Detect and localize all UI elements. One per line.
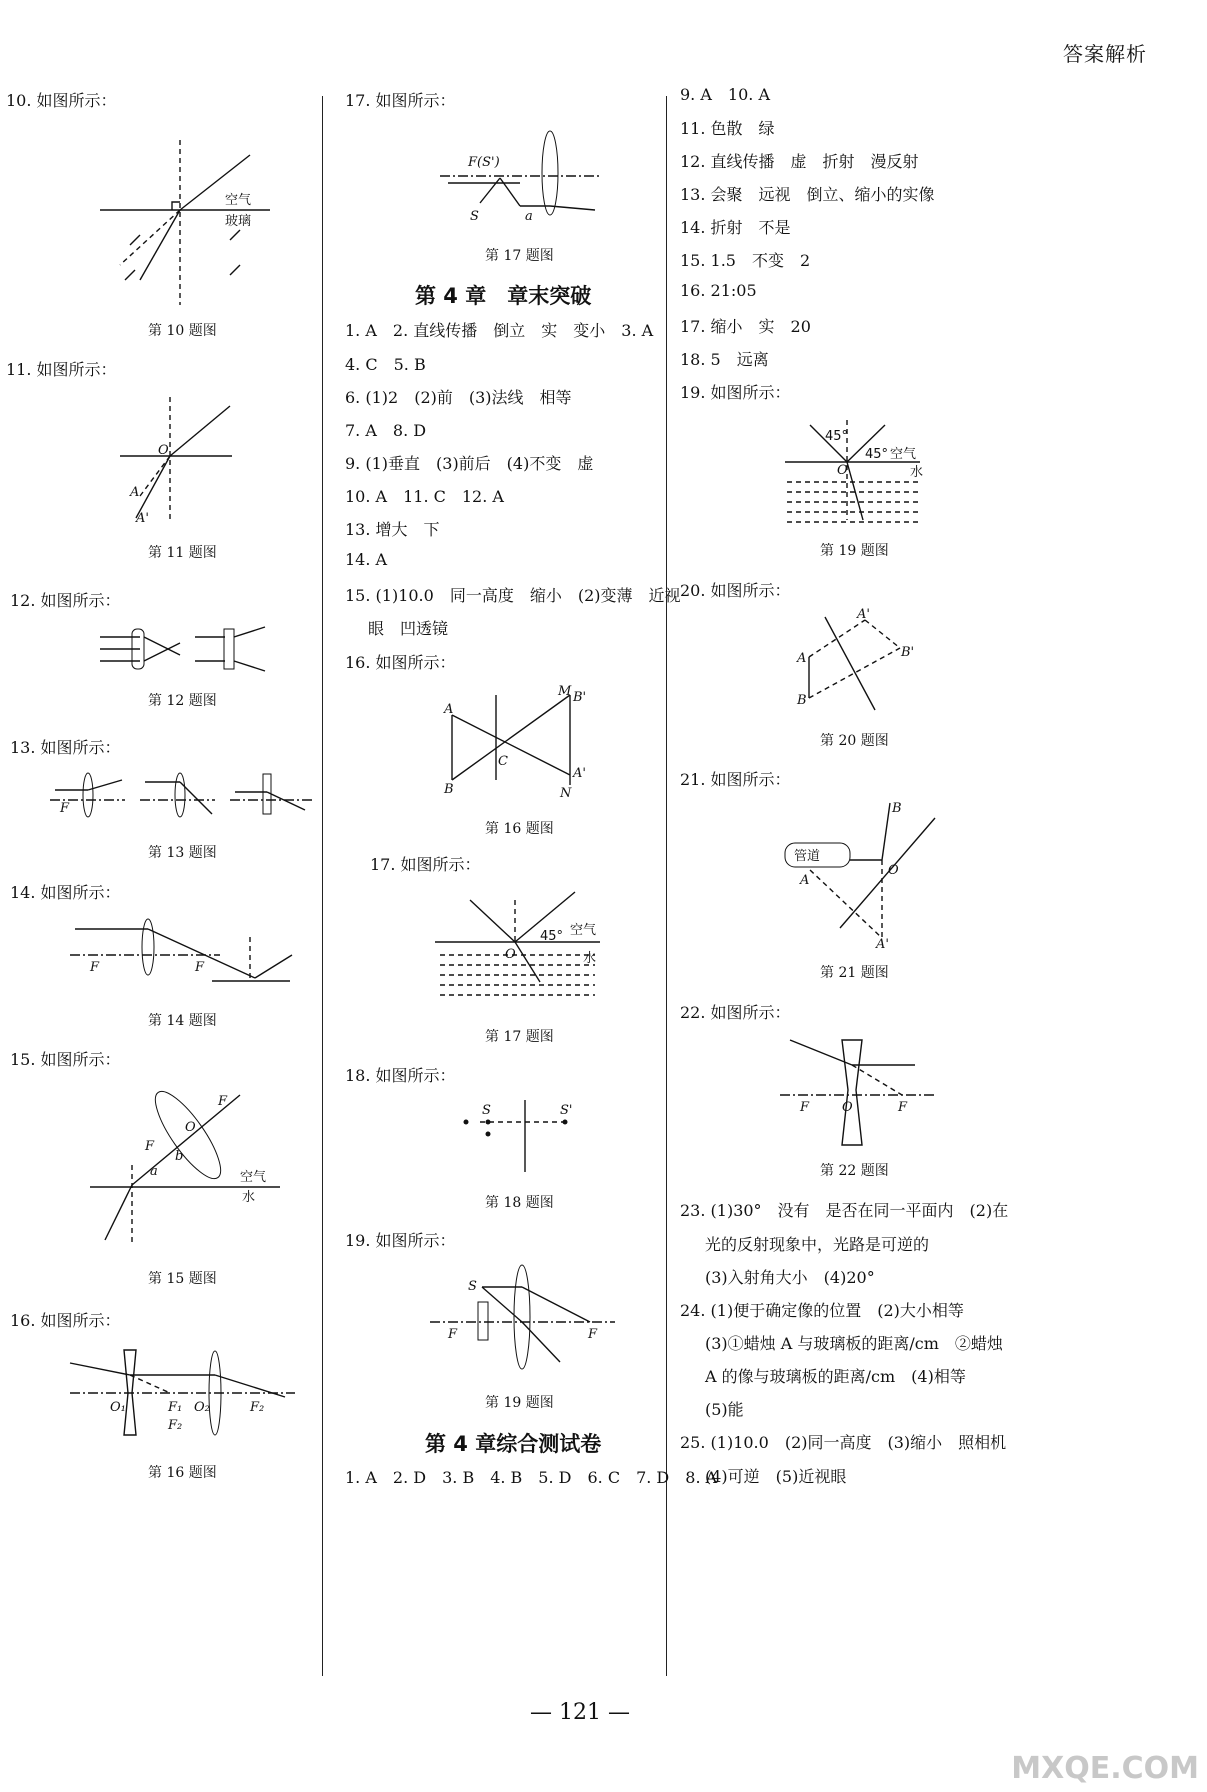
answer-line: 24. (1)便于确定像的位置 (2)大小相等 bbox=[680, 1301, 964, 1320]
section-title-1: 第 4 章 章末突破 bbox=[415, 284, 592, 308]
question-18: 18. 如图所示： bbox=[345, 1066, 456, 1085]
answer-line: (4)可逆 (5)近视眼 bbox=[705, 1467, 847, 1486]
figure-10 bbox=[100, 130, 280, 310]
label-B-prime: B' bbox=[901, 645, 915, 660]
caption-18: 第 18 题图 bbox=[485, 1195, 554, 1211]
answer-line: 14. A bbox=[345, 550, 388, 569]
caption-11: 第 11 题图 bbox=[148, 545, 217, 561]
label-tube: 管道 bbox=[794, 849, 821, 864]
answer-line: 11. 色散 绿 bbox=[680, 119, 775, 138]
question-10: 10. 如图所示： bbox=[6, 91, 117, 110]
label-45: 45° bbox=[865, 447, 889, 462]
figure-11 bbox=[120, 392, 260, 532]
answer-line: 光的反射现象中，光路是可逆的 bbox=[705, 1235, 930, 1254]
label-F: F bbox=[60, 801, 70, 816]
label-N: N bbox=[560, 786, 572, 801]
question-17a: 17. 如图所示： bbox=[345, 91, 456, 110]
figure-20 bbox=[795, 607, 925, 722]
label-O1: O₁ bbox=[110, 1400, 126, 1415]
caption-16: 第 16 题图 bbox=[148, 1465, 217, 1481]
label-O: O bbox=[185, 1120, 196, 1135]
answer-line: 6. (1)2 (2)前 (3)法线 相等 bbox=[345, 388, 572, 407]
label-B: B bbox=[892, 801, 902, 816]
question-20: 20. 如图所示： bbox=[680, 581, 791, 600]
answer-line: 19. 如图所示： bbox=[680, 383, 791, 402]
label-A: A bbox=[130, 485, 140, 500]
label-F: F bbox=[898, 1100, 908, 1115]
question-13: 13. 如图所示： bbox=[10, 738, 121, 757]
answer-line: (5)能 bbox=[705, 1400, 744, 1419]
answer-line: 4. C 5. B bbox=[345, 355, 426, 374]
answer-line: 16. 如图所示： bbox=[345, 653, 456, 672]
label-O: O bbox=[505, 947, 516, 962]
label-water: 水 bbox=[910, 465, 924, 480]
label-F: F bbox=[145, 1139, 155, 1154]
label-F: F bbox=[218, 1094, 228, 1109]
watermark: MXQE.COM bbox=[1011, 1751, 1199, 1786]
label-A-prime: A' bbox=[857, 607, 870, 622]
label-45: 45° bbox=[825, 429, 849, 444]
label-F: F bbox=[800, 1100, 810, 1115]
answer-line: 13. 会聚 远视 倒立、缩小的实像 bbox=[680, 185, 935, 204]
answer-line: (3)①蜡烛 A 与玻璃板的距离/cm ②蜡烛 bbox=[705, 1334, 1003, 1353]
label-M: M bbox=[558, 684, 572, 699]
label-F: F bbox=[90, 960, 100, 975]
column-divider-2 bbox=[666, 96, 667, 1676]
label-F: F bbox=[588, 1327, 598, 1342]
label-S: S bbox=[470, 209, 479, 224]
label-glass: 玻璃 bbox=[225, 214, 252, 229]
label-A: A bbox=[800, 873, 810, 888]
label-water: 水 bbox=[583, 951, 597, 966]
label-F2: F₂ bbox=[250, 1400, 265, 1415]
answer-line: 13. 增大 下 bbox=[345, 520, 440, 539]
caption-13: 第 13 题图 bbox=[148, 845, 217, 861]
header-title: 答案解析 bbox=[1063, 42, 1147, 66]
label-b: b bbox=[175, 1149, 184, 1164]
label-air: 空气 bbox=[890, 447, 917, 462]
question-16: 16. 如图所示： bbox=[10, 1311, 121, 1330]
label-a: a bbox=[150, 1164, 158, 1179]
label-O: O bbox=[842, 1100, 853, 1115]
label-O: O bbox=[888, 863, 899, 878]
caption-20: 第 20 题图 bbox=[820, 733, 889, 749]
label-B-prime: B' bbox=[573, 690, 587, 705]
label-air: 空气 bbox=[225, 193, 252, 208]
label-air: 空气 bbox=[240, 1170, 267, 1185]
caption-22: 第 22 题图 bbox=[820, 1163, 889, 1179]
question-15: 15. 如图所示： bbox=[10, 1050, 121, 1069]
figure-14 bbox=[70, 915, 300, 995]
answer-line: A 的像与玻璃板的距离/cm (4)相等 bbox=[705, 1367, 966, 1386]
label-A: A bbox=[797, 651, 807, 666]
caption-19: 第 19 题图 bbox=[485, 1395, 554, 1411]
caption-16b: 第 16 题图 bbox=[485, 821, 554, 837]
caption-10: 第 10 题图 bbox=[148, 323, 217, 339]
label-F2: F₂ bbox=[168, 1418, 183, 1433]
label-F: F bbox=[195, 960, 205, 975]
label-air: 空气 bbox=[570, 923, 597, 938]
label-45: 45° bbox=[540, 929, 564, 944]
answer-line: (3)入射角大小 (4)20° bbox=[705, 1268, 875, 1287]
question-12: 12. 如图所示： bbox=[10, 591, 121, 610]
answer-line: 9. (1)垂直 (3)前后 (4)不变 虚 bbox=[345, 454, 594, 473]
figure-21 bbox=[780, 798, 940, 953]
question-22: 22. 如图所示： bbox=[680, 1003, 791, 1022]
label-F: F bbox=[448, 1327, 458, 1342]
column-divider-1 bbox=[322, 96, 323, 1676]
question-21: 21. 如图所示： bbox=[680, 770, 791, 789]
figure-17b bbox=[435, 890, 605, 1010]
section-title-2: 第 4 章综合测试卷 bbox=[425, 1432, 602, 1456]
label-S: S bbox=[468, 1279, 477, 1294]
answer-line: 9. A 10. A bbox=[680, 85, 770, 104]
answer-line: 16. 21:05 bbox=[680, 281, 757, 300]
label-C: C bbox=[498, 754, 508, 769]
question-19: 19. 如图所示： bbox=[345, 1231, 456, 1250]
figure-19 bbox=[430, 1262, 620, 1377]
label-O2: O₂ bbox=[194, 1400, 210, 1415]
answer-line: 18. 5 远离 bbox=[680, 350, 769, 369]
figure-16b bbox=[440, 685, 600, 800]
question-14: 14. 如图所示： bbox=[10, 883, 121, 902]
question-11: 11. 如图所示： bbox=[6, 360, 117, 379]
caption-15: 第 15 题图 bbox=[148, 1271, 217, 1287]
answer-line: 10. A 11. C 12. A bbox=[345, 487, 504, 506]
figure-15 bbox=[90, 1085, 290, 1255]
label-S-prime: S' bbox=[560, 1103, 573, 1118]
figure-13 bbox=[50, 770, 320, 820]
answer-line: 23. (1)30° 没有 是否在同一平面内 (2)在 bbox=[680, 1201, 1009, 1220]
label-FS: F(S') bbox=[468, 155, 500, 170]
answer-line: 14. 折射 不是 bbox=[680, 218, 791, 237]
answer-line: 15. 1.5 不变 2 bbox=[680, 251, 811, 270]
answer-line: 1. A 2. D 3. B 4. B 5. D 6. C 7. D 8. A bbox=[345, 1468, 718, 1487]
caption-19c: 第 19 题图 bbox=[820, 543, 889, 559]
label-F1: F₁ bbox=[168, 1400, 183, 1415]
answer-line: 眼 凹透镜 bbox=[368, 619, 449, 638]
label-A-prime: A' bbox=[573, 766, 586, 781]
label-A-prime: A' bbox=[876, 937, 889, 952]
answer-line: 25. (1)10.0 (2)同一高度 (3)缩小 照相机 bbox=[680, 1433, 1007, 1452]
question-17b: 17. 如图所示： bbox=[370, 855, 481, 874]
page-number: — 121 — bbox=[530, 1700, 630, 1725]
caption-17a: 第 17 题图 bbox=[485, 248, 554, 264]
figure-16 bbox=[70, 1345, 300, 1435]
answer-line: 12. 直线传播 虚 折射 漫反射 bbox=[680, 152, 919, 171]
figure-22 bbox=[780, 1035, 940, 1150]
label-A-prime: A' bbox=[136, 511, 149, 526]
label-S: S bbox=[482, 1103, 491, 1118]
answer-line: 1. A 2. 直线传播 倒立 实 变小 3. A bbox=[345, 321, 654, 340]
label-B: B bbox=[797, 693, 807, 708]
label-a: a bbox=[525, 209, 533, 224]
caption-12: 第 12 题图 bbox=[148, 693, 217, 709]
label-O: O bbox=[158, 443, 169, 458]
caption-21: 第 21 题图 bbox=[820, 965, 889, 981]
caption-17b: 第 17 题图 bbox=[485, 1029, 554, 1045]
label-A: A bbox=[444, 702, 454, 717]
answer-line: 17. 缩小 实 20 bbox=[680, 317, 811, 336]
answer-line: 15. (1)10.0 同一高度 缩小 (2)变薄 近视 bbox=[345, 586, 681, 605]
answer-line: 7. A 8. D bbox=[345, 421, 427, 440]
figure-12 bbox=[100, 625, 270, 675]
figure-18 bbox=[460, 1100, 590, 1180]
caption-14: 第 14 题图 bbox=[148, 1013, 217, 1029]
label-B: B bbox=[444, 782, 454, 797]
figure-19c bbox=[785, 420, 925, 530]
label-water: 水 bbox=[242, 1190, 256, 1205]
figure-17a bbox=[440, 128, 610, 228]
label-O: O bbox=[837, 463, 848, 478]
